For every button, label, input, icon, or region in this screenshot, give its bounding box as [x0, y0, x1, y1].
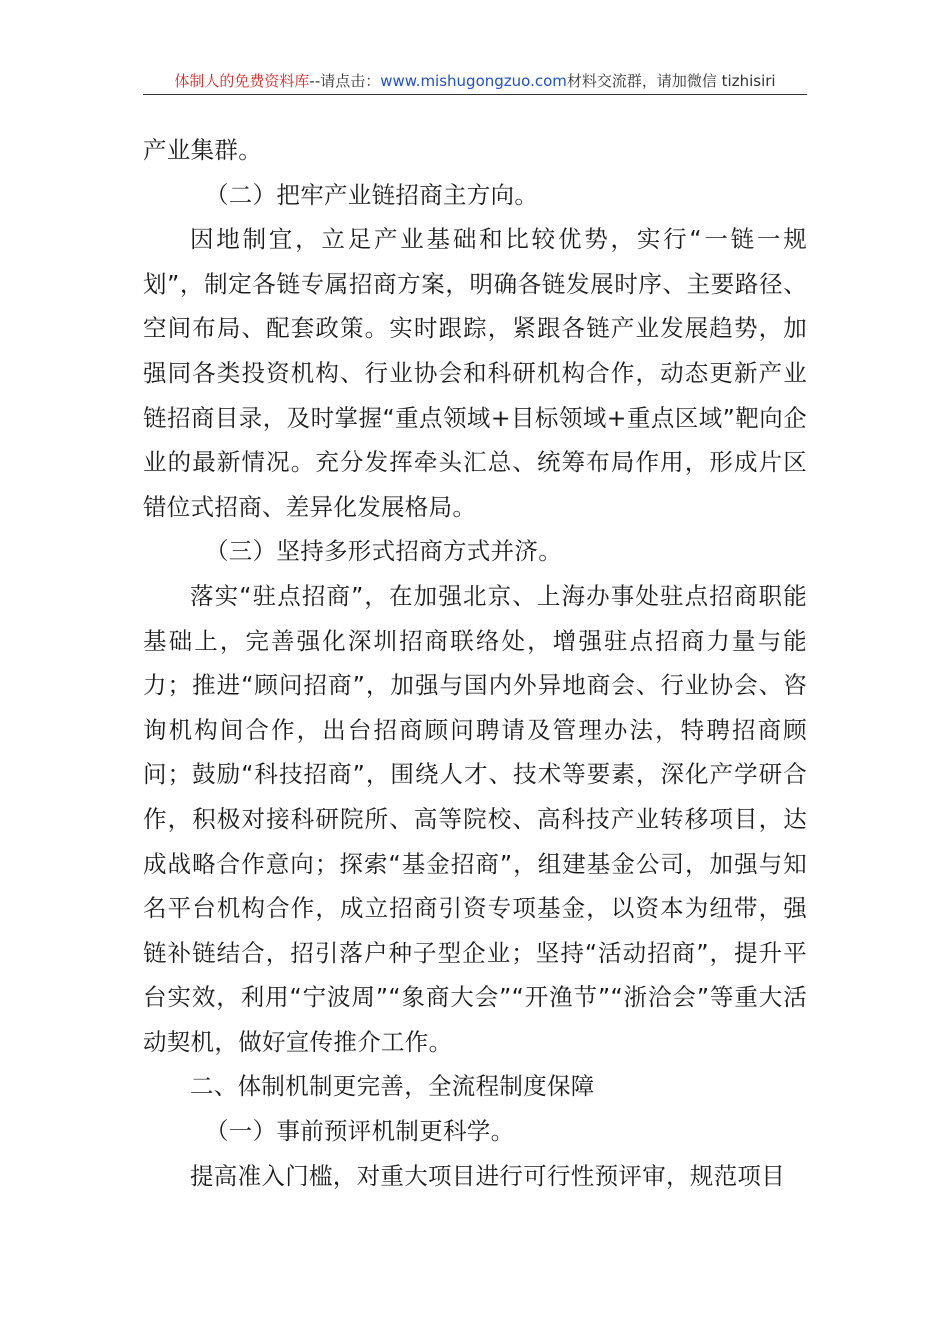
document-body: [143, 128, 807, 1198]
paragraph-continuation: 产业集群。: [143, 136, 262, 164]
paragraph-pre-evaluation: 提高准入门槛，对重大项目进行可行性预评审，规范项目: [190, 1161, 785, 1190]
subheading-2: （二）把牢产业链招商主方向。: [205, 180, 539, 209]
subheading-1: （一）事前预评机制更科学。: [205, 1117, 515, 1146]
header-separator: --请点击：: [309, 72, 381, 90]
paragraph-investment-forms: 落实“驻点招商”，在加强北京、上海办事处驻点招商职能基础上，完善强化深圳招商联络处，增强驻点招商力量与能力；推进“顾问招商”，加强与国内外异地商会、行业协会、咨询机构间合作，出台招商顾问聘请及管理办法，特聘招商顾问；鼓励“科技招商”，围绕人才、技术等要素，深化产学研合作，积极对接科研院所、高等院校、高科技产业转移项目，达成战略合作意向；探索“基金招商”，组建基金公司，加强与知名平台机构合作，成立招商引资专项基金，以资本为纽带，强链补链结合，招引落户种子型企业；坚持“活动招商”，提升平台实效，利用“宁波周”“象商大会”“开渔节”“浙洽会”等重大活动契机，做好宣传推介工作。: [143, 581, 807, 1056]
subheading-3: （三）坚持多形式招商方式并济。: [205, 537, 562, 566]
header-contact: 材料交流群，请加微信 tizhisiri: [566, 72, 776, 90]
section-heading-2: 二、体制机制更完善，全流程制度保障: [190, 1072, 595, 1101]
header-brand: 体制人的免费资料库: [174, 72, 310, 90]
header-url-link[interactable]: www.mishugongzuo.com: [380, 72, 567, 90]
paragraph-industry-chain: 因地制宜，立足产业基础和比较优势，实行“一链一规划”，制定各链专属招商方案，明确各链发展时序、主要路径、空间布局、配套政策。实时跟踪，紧跟各链产业发展趋势，加强同各类投资机构、行业协会和科研机构合作，动态更新产业链招商目录，及时掌握“重点领域+目标领域+重点区域”靶向企业的最新情况。充分发挥牵头汇总、统筹布局作用，形成片区错位式招商、差异化发展格局。: [143, 225, 807, 521]
page-header: [143, 70, 807, 95]
